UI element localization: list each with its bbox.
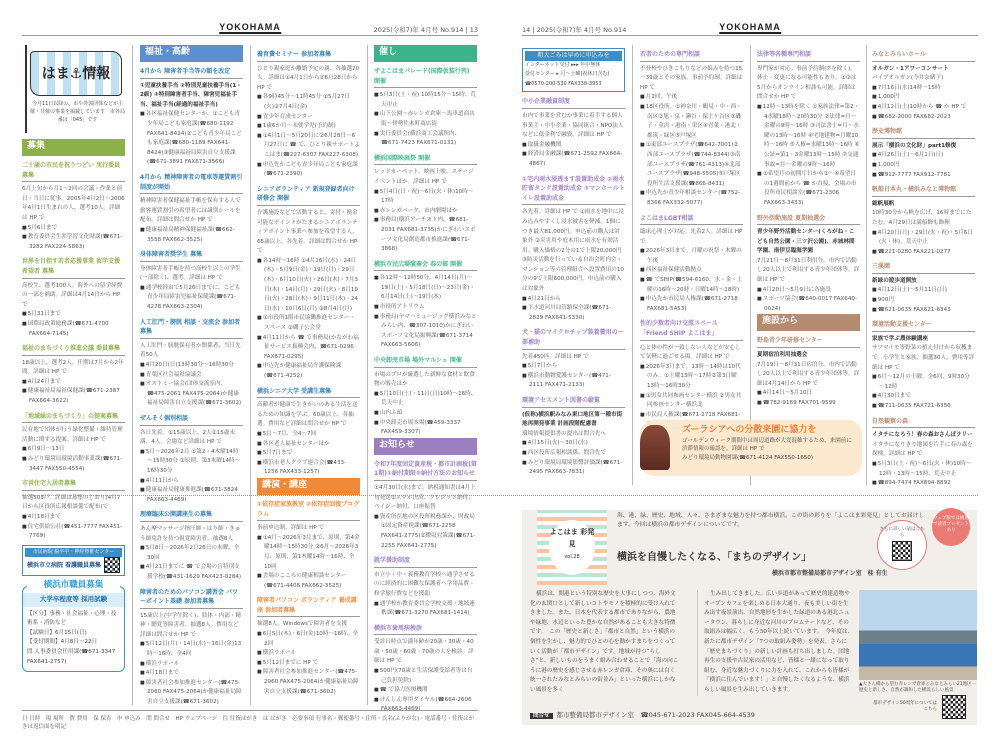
oversized-garbage-ad[interactable] xyxy=(522,48,625,92)
item-detail: ■ ☎ でSHIP(☎594-6160、水・金・土曜の16時～20時・日曜14時～18時) xyxy=(640,276,743,295)
qr-note: さらに詳しい話はこちら xyxy=(879,527,925,538)
item-detail: ■ 障害者社会参加推進センター(☎475-2060 FAX475-2064)か健康福祉局障害自立支援課(☎671-3602) xyxy=(140,679,243,708)
issue-label: 2025(令和7)年 4月号 No.914 xyxy=(536,26,627,34)
item-detail: ■ 4月20日(日)・29日(火・祝)・5月6日(火・休)、荒天中止 xyxy=(872,229,975,248)
column-seminars xyxy=(257,45,360,697)
item-heading: 野外活動施設 夏期抽選会 xyxy=(757,214,860,226)
item-detail: ■ 取扱金融機関 xyxy=(522,141,625,151)
ad-line: ☎0570-200-530 FAX330-3953 xyxy=(525,80,602,87)
item-body: 抽選503戸。詳細は募集のしおり(4月7日から区役所広報相談係で配布)で xyxy=(22,494,121,511)
item-subheading: 新緑の遊歩道開放 xyxy=(872,277,917,284)
flag-title: はま⚓情報 xyxy=(30,51,122,96)
item-detail: ■ 事務局(ヤマハミュージック横浜みなとみらい内、☎307-1010)かにぎわいスポーツ文化局振興課(☎671-3714 FAX663-5606) xyxy=(374,313,477,351)
item-detail: ■ 4月12日(土)10時から ☎ か HP で xyxy=(872,103,975,113)
item-heading: 人工肛門・膀胱 相談・交流会 参加者募集 xyxy=(140,318,243,339)
item-heading: 福祉のまちづくり推進会議 委員募集 xyxy=(22,344,125,356)
item-detail: ■ 申込先かこども青少年局こども家庭課(☎671-2390) xyxy=(257,161,360,180)
symbol-legend: 日 日時 場 場所 費 費用 保 保育 申 申込み 問 問合せ HP ウェブページ 往 往復はがき は はがき 必要事項 行事名・郵便番号・住所・氏名(ふりがな)・電話番号・往復はがきは返信面を明記 xyxy=(22,710,478,730)
item-detail: ■ 4月18日まで xyxy=(140,669,243,679)
item-detail: ■ 資産所在地の区役所税務課か、財政局①固定資産税課(☎671-2258 FAX641-2775)②徴収対策課(☎671-2255 FAX641-2775) xyxy=(374,513,477,551)
zoo-title: ズーラシアへの分散来園に協力を xyxy=(682,425,817,435)
item-detail: ■ 通学校経由で5月26日までに、こども青少年局障害児福祉保健課(☎671-4278 FAX663-2304) xyxy=(140,284,243,313)
ad-tag: 市民病院 脳卒中・神経脊椎センター xyxy=(25,548,122,558)
item-heading: みなとみらいホール xyxy=(872,50,975,62)
item-heading: 横浜国際映画祭 開催 xyxy=(374,154,477,166)
issue-info: 14 | 2025(令和7)年 4月号 No.914 xyxy=(522,26,627,34)
item-detail: ■ 500円(70歳と生活保護受給者等は自己負担免除) xyxy=(374,667,477,686)
item-detail: ■ ☎782-9169 FAX701-9599 xyxy=(757,399,860,409)
item-subheading: (仮称)横浜駅みなみ東口地区第一種市街地再開発事業 計画段階配慮書 xyxy=(522,411,623,428)
item-detail: ■ 国際局政策総務課(☎671-4700 FAX664-7145) xyxy=(22,320,125,339)
item-detail: ■ 5月4日(日・祝)～6日(火・休)10時～17時 xyxy=(374,188,477,207)
item-body: 先着450匹。詳細は HP で xyxy=(522,353,589,360)
series-logo xyxy=(537,510,607,585)
yokohama-discovery-article xyxy=(522,510,977,725)
item-detail: ■ 教育委員会生涯学習文化財課(☎671-3282 FAX224-5863) xyxy=(22,233,125,252)
item-detail: ■ 経済局金融課(☎671-2592 FAX664-4867) xyxy=(522,150,625,169)
page-number: 14 xyxy=(522,26,531,34)
item-heading: 横浜市民広場演奏会 春の部 開催 xyxy=(374,260,477,272)
item-detail: ■ 5月12日までに HP で xyxy=(257,659,360,669)
issue-label: 2025(令和7)年 4月号 No.914 xyxy=(373,26,464,34)
item-detail: ■ 5月8日～2026年2月26日の木曜、全30回 xyxy=(140,544,243,563)
item-detail: ■ 12時～13時を除く ①家族法律=第2・4水曜18時～20時30分 ②法律=月～金曜の9時～16時 ③司法書士=月～水曜の13時～16時 ④宅地建物=月曜10時～16時 ⑤人権=水曜13時～16時 ⑥公証=第1・3金曜13時～15時 ⑦交通事故=月～金曜の9時～16時 xyxy=(757,103,860,170)
item-body: 7月19日～8月31日宿泊分。市内で活動し20人以上で利用する青少年団体等。詳細は4月14日から HP で xyxy=(757,361,860,387)
item-detail: ■ 5月～7月、全4～7回 xyxy=(257,430,360,440)
item-body: 市内で事業を営むか事業に着手する個人事業主・中小企業・協同組合・NPO法人などに低金利で融資。詳細は HP で xyxy=(522,112,624,139)
harbor-photo xyxy=(859,590,977,680)
item-detail: ■ 7月16日(水)14時～15時 xyxy=(872,84,975,94)
item-detail: ■ 2026年3月まで。13時～14時は10代のみ。①土曜13時～17時②第3日曜13時～16時30分 xyxy=(640,363,743,392)
item-detail: ■ 4月26日(土)～6月1日(日) xyxy=(872,151,975,161)
item-detail: ■ 横浜市動物愛護センター(☎471-2111 FAX471-2133) xyxy=(522,372,625,391)
item-heading: 環境活動支援センター xyxy=(872,320,975,332)
job-line: 【区分】事務・社会福祉・心理・技術系・消防など xyxy=(27,610,117,627)
item-heading: 横浜シニア大学 受講生募集 xyxy=(257,387,360,399)
item-heading: 4月から 精神障害者の電車等運賃割引制度が開始 xyxy=(140,173,243,194)
item-body: 精神障害者保健福祉手帳を保有する人で旅客運賃割引の希望者には識別シールを配布。詳細は問合せか HP で xyxy=(140,198,241,224)
job-subtitle: 大学卒程度等 採用試験 xyxy=(23,593,124,607)
contact-text: 都市整備局都市デザイン室 ☎045-671-2023 FAX045-664-4539 xyxy=(556,711,755,719)
item-detail: ■ 4月21日から xyxy=(522,295,625,305)
job-line: 問 人事委員会任用課(☎671-3347 FAX641-2757) xyxy=(27,648,116,665)
item-detail: ■ ①東部ユースプラザ(☎642-7001)②西部ユースプラザ(☎744-8344)③南部ユースプラザ(☎761-4313)④北部ユースプラザ(☎948-5505)⑤戸塚区役所生活支援課(☎866-8431) xyxy=(640,141,743,189)
item-body: あん摩マッサージ指圧師・はり師・きゅう師免許を持つ視覚障害者、抽選8人 xyxy=(140,525,241,542)
item-detail: ■ 青少年育成センター xyxy=(257,113,360,123)
divider xyxy=(367,45,368,705)
issue-info: 2025(令和7)年 4月号 No.914 | 13 xyxy=(373,26,478,34)
job-line: 【試験日】6月15日(日) xyxy=(27,629,87,636)
item-detail: ■ 実行委員会(横浜商工会議所内、☎671-7423 FAX671-0131) xyxy=(374,130,477,149)
qr-code[interactable] xyxy=(104,557,120,573)
item-body: 人工肛門・膀胱保有者か関係者、当日先着50人 xyxy=(140,342,241,359)
item-heading: 令和7年度固定資産税・都市計画税(第1期)①納付期限②納付方法のお知らせ xyxy=(374,460,477,481)
item-body: イタチになりきり地図を片手に春の森を探検。詳細は HP で xyxy=(872,441,973,458)
column-events xyxy=(374,45,477,715)
section-band: 施設から xyxy=(757,314,860,331)
item-heading: ①宅内雨水浸透ます設置助成金 ②雨水貯留タンク設置助成金 ③マンホールトイレ設置助成金 xyxy=(522,175,625,206)
item-detail: ■ 2026年3月まで。月曜の祝祭・木曜の午後 xyxy=(640,247,743,266)
logo-text: よこはま 彩発見 xyxy=(549,528,595,548)
item-detail: ■ ①市役所1階市民協働推進センター・スペース ②磯子公会堂 xyxy=(257,314,360,333)
item-detail: ■ 各区老人福祉センターほか xyxy=(257,440,360,450)
item-detail: ■ ☎ で協力医療機関 xyxy=(374,686,477,696)
item-detail: ■ 通学校か教育委員会学校支援・地域連携課(☎671-3270 FAX681-1414) xyxy=(374,600,477,619)
item-body: 民有地で団体が行う緑化整備・維持管理活動に関する提案。詳細は HP で xyxy=(22,427,123,443)
item-heading: 障害者のためのパソコン講習会 パワーポイント基礎 参加者募集 xyxy=(140,588,243,609)
qr-code[interactable] xyxy=(892,541,912,561)
item-subheading: 総帆展帆 xyxy=(872,200,895,207)
item-detail: ■ 5月3日(土・祝)～6日(火・休)10時～12時・13時～15時、荒天中止 xyxy=(872,460,975,479)
item-detail: ■ 赤レンガパーク、市内劇場ほか xyxy=(374,207,477,217)
item-detail: ■ 西区福祉保健活動拠点 xyxy=(640,266,743,276)
item-detail: ■ スポーツ協会(☎640-0017 FAX640-0024) xyxy=(757,295,860,314)
item-detail: ■ 横浜ラポール xyxy=(257,649,360,659)
flag-pole xyxy=(25,45,27,133)
item-detail: ■ 4月20日～5月9日に各施設 xyxy=(757,286,860,296)
article-author: 横浜市都市整備局都市デザイン室 桂 有生 xyxy=(772,570,888,577)
item-subheading: 展示「横浜の文化財」part1修復 xyxy=(872,142,957,149)
item-body: 高校生、選考100人。海外への留学経費の一部を補助。詳細は4月14日から HP で xyxy=(22,282,123,308)
item-detail: ■ 5月6日まで xyxy=(22,224,125,234)
item-body: 臨床心理士が対応。先着2人。詳細は HP で xyxy=(640,229,743,245)
item-detail: ■ 障害者社会参加推進センター(☎475-2060 FAX475-2064)か健康福祉局障害自立支援課(☎671-3602) xyxy=(257,668,360,697)
item-detail: ■ 4月12日(土)～5月11日(日) xyxy=(872,286,975,296)
section-band: 催し xyxy=(374,45,477,62)
item-heading: 自然観察の森 xyxy=(872,417,975,429)
divider xyxy=(866,45,867,485)
qr-more-info[interactable] xyxy=(877,520,927,570)
zoorasia-notice xyxy=(640,420,862,476)
item-body: 抽選8人。Windowsで障害者を支援 xyxy=(257,621,348,628)
item-detail: ■ けんしん専用ダイヤル(☎664-2606 FAX663-4469) xyxy=(374,696,477,715)
item-subheading: 夏期宿泊利用抽選会 xyxy=(757,352,808,359)
ad-text: 横浜市立病院 看護職員募集 xyxy=(26,561,102,569)
item-body: 6月上旬から月1～2回の会議・作業と前日・当日に従事。2005年4月2日～2006年4月1日生まれの人、選考10人。詳細は HP で xyxy=(22,186,125,221)
item-detail: ■ 申込先か青少年相談センター(☎752-8366 FAX332-5077) xyxy=(640,189,743,208)
item-heading: 犬・猫のマイクロチップ装着費用の一部補助 xyxy=(522,328,625,349)
item-detail: ■ ①4月1日～5月20日に②6月28日～6月27日に ☎ で、ひとり親サポートよこはま(☎227-6307 FAX227-6308) xyxy=(257,132,360,161)
ad-line: 受付センター ▸ 月～土曜(祝休日含む) xyxy=(525,71,610,78)
item-subheading: オルガン・1アワーコンサート xyxy=(872,65,949,72)
item-heading: 環境アセスメント図書の縦覧 xyxy=(522,396,625,408)
item-subheading: ①児童扶養手当 ②特別児童扶養手当(1・2級) ③特別障害者手当、障害児福祉手当、福祉手当(経過的福祉手当) xyxy=(140,82,242,108)
okapi-illustration xyxy=(640,425,670,470)
item-detail: ■ 申込先か市民局人権課(☎671-2718 FAX681-5453) xyxy=(640,295,743,314)
item-detail: ■ 5月10日(土)・11日(日)10時～16時、荒天中止 xyxy=(374,390,477,409)
item-detail: ■ ☎221-0280 FAX221-0277 xyxy=(872,248,975,258)
qr2-note: 都市デザイン50周年についてはこちら xyxy=(873,701,937,712)
item-detail: ■ 横浜市老人クラブ連合会(☎433-1256 FAX433-1257) xyxy=(257,459,360,478)
item-heading: ぜんそく個別相談 xyxy=(140,414,243,426)
item-body: 各日先着。①15歳以上、2人②15歳未満、4人。会場など詳細は HP で xyxy=(140,429,235,446)
section-band: お知らせ xyxy=(374,438,477,455)
item-detail: ■ ①希望月の初開庁日から②～⑥希望日の1週間前から ☎ か直接、会場の市役所市民相談室(☎671-2306 FAX663-3433) xyxy=(757,170,860,208)
item-body: 介護施設などで活動すると、寄付・換金可能なポイントがたまるシニアボランティアポイント事業へ参加を希望する人。65歳以上、各先着。詳細は問合せか HP で xyxy=(257,209,358,255)
item-detail: ■ 5月7日まで xyxy=(257,449,360,459)
column-legal xyxy=(757,45,860,415)
item-heading: よこはまLGBT相談 xyxy=(640,214,743,226)
item-body: 10時30分から帆を広げ、16時までにたたむ。4月29日は満船飾も飾揮 xyxy=(872,210,972,226)
divider xyxy=(132,45,133,705)
item-detail: ■ 各区福祉保健センターか、①こども青少年局こども家庭課(☎680-1192 FAX641-8424)②こども青少年局こども家庭課(☎680-1189 FAX641-8424)③健康福祉局障害自立支援課(☎671-3891 FAX671-3566) xyxy=(140,110,243,168)
article-paragraph: 生み出してきました。広い歩道があって歴史的建造物やオープンカフェを楽しめる日本大通り、夜も美しい街を生み出す夜景演出、自然地形を生かした緑道のある港北ニュータウン、暮らしに身近な河川のプロムナードなど、その取組みは幅広く、もう50年以上続いています。 今年度は、新たに都市デザイン「7つの取組み姿勢」を発表。さらに「歴史まちづくり」の新しい計画も打ち出しました。団地再生の支援や古民家の活用など、皆様と一緒になって取り組む、身近な魅力づくりに力を入れて、これからも皆様が「横浜に住んでいます！」と自慢したくなるような、横浜らしい風景を生み出していきます。 xyxy=(697,590,854,696)
item-body: 各先着。詳細は HP で ①雨水を地中に浸み込みやすくし浸水被害を軽減。1個につき最大81,000円。申込前の購入は対象外 ②災害用や庭木用に雨水を有効活用。購入価格の2分の1で上限20,000円 ③防災活動を行っている自治会町内会・マンション等の管理組合へ設置費用の10分の9で上限600,000円。申込前の購入は対象外 xyxy=(522,209,624,293)
item-body: ひとり親家庭か離婚予定の親、各抽選20人。詳細は①4月1日から②6月28日から HP で xyxy=(257,65,360,91)
item-detail: ■ 900円 xyxy=(872,296,975,306)
masthead: YOKOHAMA xyxy=(719,22,781,32)
item-detail: ■ 4月14日～5月10日 xyxy=(757,389,860,399)
item-detail: ■ 住宅供給公社(☎451-7777 FAX451-7769) xyxy=(22,523,125,542)
item-detail: ■ ☎894-7474 FAX894-8892 xyxy=(872,479,975,489)
item-detail: ■ 健康福祉局健康推進課(☎671-3824 FAX663-4469) xyxy=(140,486,243,505)
divider xyxy=(750,45,751,485)
column-welfare xyxy=(140,45,243,708)
item-detail: ■ 西区役所広報相談係、問合先で xyxy=(522,449,625,459)
item-body: 18歳以上、選考2人。任期は7月から2年間。詳細は HP で xyxy=(22,359,124,376)
item-body: サツマイモ等野菜の植え付けから収穫まで。小学生と家族、抽選30人。費用等詳細は HP で xyxy=(872,345,975,371)
city-staff-recruit-box xyxy=(22,580,125,672)
item-heading: ①依存症家族教室 ②依存症回復プログラム xyxy=(257,500,360,521)
divider xyxy=(632,45,633,485)
zoo-contact: みどり環境局動物園課(☎671-4124 FAX550-1650) xyxy=(682,454,814,461)
photo-caption: ▲大さん橋から望む赤レンガ倉庫とみなとみらい21地区－歴史と新しさ、自然が調和した横浜らしい風景 xyxy=(859,682,977,693)
item-detail: ■ 5月～2026年2月 ①第2・4木曜14時～15時30分 ②原則、第3木曜14時～16時30分 xyxy=(140,448,243,477)
item-heading: 養育費セミナー 参加者募集 xyxy=(257,50,360,62)
item-heading: 中小企業融資制度 xyxy=(522,97,625,109)
item-detail: ■ みどり環境局環境活動事業課(☎671-3447 FAX550-4554) xyxy=(22,455,125,474)
column-recruit xyxy=(22,45,125,672)
item-heading: 「地域緑のまちづくり」の提案募集 xyxy=(22,412,125,424)
item-heading: 理療臨床公開講座生の募集 xyxy=(140,510,243,522)
article-title: 横浜を自慢したくなる、「まちのデザイン」 xyxy=(617,552,812,563)
item-detail: ■ ①4月～2026年3月まで、原則、第4金曜14時～15時30分 ②6月～2026年3月、原則、第1木曜14時～16時、全10回 xyxy=(257,534,360,572)
item-heading: 中央卸売市場 場外マルシェ 開催 xyxy=(374,356,477,368)
item-detail: ■ 市民局人権課(☎671-2718 FAX681- xyxy=(640,411,743,430)
item-detail: ■ 月2回、午後 xyxy=(640,93,743,103)
job-title: 横浜市職員募集 xyxy=(27,581,120,591)
item-detail: ■ 各14時～16時 ①4月16日(水)・24日(木)・5月9日(金)・19日(月)・29日(木)・6月10日(火)・26日(木)・7月3日(木)・14日(月)・29日(火)・8月19日(火)・28日(木)・9月11日(木)・24日(水)・10月6日(月) ②8月4日(月) xyxy=(257,257,360,315)
item-heading: 歴史博物館 xyxy=(872,127,975,139)
job-line: 【受付期間】4月8日～22日 xyxy=(27,639,98,646)
item-heading: 障害者パソコン ボランティア 養成講座 参加者募集 xyxy=(257,596,360,617)
item-detail: ■ 事務局(横浜アーチスト内、☎681-2031 FAX681-3735)かにぎわいスポーツ文化局創造都市推進課(☎671-3868) xyxy=(374,216,477,254)
item-detail: ■ 4月15日(火)～30日(水) xyxy=(522,439,625,449)
column-blocks xyxy=(22,139,125,542)
page-number: 13 xyxy=(469,26,478,34)
item-heading: 若者のための専門相談 xyxy=(640,50,743,62)
item-heading: 二十歳の市民を祝うつどい 実行委員募集 xyxy=(22,161,125,182)
ad-title: 粗大ごみは早めに申込みを xyxy=(525,51,622,61)
item-detail: ■ 18区役所。①神奈川・鶴見・中・西・南区②旭・泉・瀬谷・保土ケ谷区③磯子・金沢・港南・栄区④青葉・港北・都筑・緑区⑤戸塚区 xyxy=(640,103,743,141)
item-detail: ■ 山下公園～赤レンガ倉庫～馬車道商店街～伊勢佐木町商店街 xyxy=(374,110,477,129)
item-detail: ■ 下水道河川局管路保全課(☎671-2829 FAX641-5330) xyxy=(522,304,625,323)
item-detail: ■ 4月20日(日)13時30分～16時30分 xyxy=(140,361,243,371)
flag-caption: 今月11日以降の、市や外郭団体などが主催・共催の事業を掲載しています 市外局番は「045」です xyxy=(30,101,126,123)
item-heading: 野島青少年研修センター xyxy=(757,336,860,348)
item-body: 市立小・中・義務教育学校へ通学させるのに経済的に困難な保護者へ学用品費・修学旅行費などを援助 xyxy=(374,571,475,597)
article-paragraph: 横浜は、開港という特別な歴史を大事にしつつ、海外文化の玄関口として新しいコトやモノを積極的に受け入れてきました。また、日本を代表する都市でありながら、農地や緑地、水辺といった豊かな自然があることも大きな特徴です。 この「歴史と新しさ」「都市と自然」という横浜の個性を生かし、魅力的でひとの心を動かすまちをつくっていく活動が「都市デザイン」です。地域が持つ“らしさ”と、新しいものをうまく組み合わせることで「海の向こうに港の歴史を感じさせる赤レンガ倉庫、その奥には白く統一されたみなとみらいの街並み」といった横浜にしかない風景を多く xyxy=(530,591,679,693)
column-notices xyxy=(522,45,625,485)
item-body: 受診日時点で満年齢が20歳・30歳・40歳・50歳・60歳・70歳の人を検診。詳細は HP で xyxy=(374,639,474,665)
item-heading: 三溪園 xyxy=(872,262,975,274)
item-subheading: 家族で学ぶ農体験講座 xyxy=(872,335,928,342)
item-detail: ■ 青葉区社会福祉協議会 xyxy=(140,371,243,381)
item-heading: 市営住宅入居者募集 xyxy=(22,479,125,491)
hama-info-flag xyxy=(22,45,125,133)
item-detail: ■ 4月11日から ☎ で事務局(かながわ福祉サービス振興会内、☎671-0296 FAX671-0295) xyxy=(257,334,360,363)
item-heading: シニアボランティア 新規登録者向け研修会 開催 xyxy=(257,185,360,206)
item-detail: ■ 4月11日から xyxy=(140,477,243,487)
item-detail: ■ 4月24日まで xyxy=(22,378,125,388)
item-detail: ■ 1歳6か月～未就学児(予約制) xyxy=(257,122,360,132)
contact-label: 問合せ xyxy=(530,713,553,719)
item-subheading: 青少年野外活動センター(くろがね・こども自然公園・三ツ沢公園)、赤城林間学園、南伊豆臨海学園 xyxy=(757,229,855,255)
item-detail: ■ みどり環境局環境影響評価課(☎671-2495 FAX663-7831) xyxy=(522,459,625,478)
item-detail: ■ 健康福祉局福祉保健課(☎671-2387 FAX664-3622) xyxy=(22,387,125,406)
item-detail: ■ 5月12日(月)・14日(水)～16日(金)13時～16時、全4回 xyxy=(140,640,243,659)
item-detail: ■ 申込先か健康福祉局介護保険課(☎671-4252) xyxy=(257,362,360,381)
item-detail: ■ 各9時45分～11時45分 ①5月27日(火)②7月4日(金) xyxy=(257,93,360,112)
ad-line: インターネット受付 ▸▸▸ 年中無休 xyxy=(525,61,601,68)
item-detail: ■ 健康福祉局精神保健福祉課(☎662-3558 FAX662-3525) xyxy=(140,226,243,245)
item-body: 7月21日～8月31日利用分。市内で活動し20人以上で利用する青少年団体等。詳細は HP で xyxy=(757,257,860,284)
item-detail: ■ 1,000円 xyxy=(872,161,975,171)
item-subheading: イタチになろう！春の森おさんぽラリー xyxy=(872,432,973,439)
item-detail: ■ 市役所アトリウム xyxy=(374,303,477,313)
item-detail: ■ ☎621-0635 FAX621-6343 xyxy=(872,306,975,316)
item-heading: 就学援助制度 xyxy=(374,556,477,568)
item-body: 15歳以上(中学生除く)、肢体・内部・精神・聴覚等障害者、抽選8人。費用など詳細は問合せか HP で xyxy=(140,612,241,638)
section-band: 募集 xyxy=(22,139,125,156)
divider xyxy=(250,45,251,705)
item-detail: ■ 4月18日まで xyxy=(22,513,125,523)
item-heading: 身体障害者奨学生 募集 xyxy=(140,250,243,262)
item-detail: ■ 会場のこころの健康相談センター(☎671-4408 FAX662-3525) xyxy=(257,572,360,591)
volume: vol.28 xyxy=(564,554,580,560)
item-detail: ■ 4月30日まで xyxy=(872,392,975,402)
section-band: 講演・講座 xyxy=(257,478,360,495)
item-detail: ■ 6月5日(木)・6日(金)10時～16時、全2回 xyxy=(257,630,360,649)
item-detail: ■ 4月21日までに ☎ で会場の盲特別支援学校(☎431-1629 FAX423-0284) xyxy=(140,563,243,582)
item-detail: ■ 中央卸売市場本場(☎459-3337 FAX459-3307) xyxy=(374,419,477,438)
item-body: 心と体の性が一致しない人などが安心して気軽に過ごせる場。詳細は HP で xyxy=(640,344,741,361)
item-detail: ■ 6月9日～13日 xyxy=(22,445,125,455)
column-facilities xyxy=(872,45,975,485)
nurse-recruit-ad[interactable] xyxy=(22,545,125,577)
item-heading: 性的少数者向け交流スペース「Friend SHIP よこはま」 xyxy=(640,319,743,340)
item-heading: 帆船日本丸・横浜みなと博物館 xyxy=(872,185,975,197)
item-body: 市場のプロが厳選した新鮮な食材と飲食物の販売ほか xyxy=(374,371,475,388)
item-detail: ■ ☎682-2000 FAX682-2023 xyxy=(872,113,975,123)
item-body: 専門家が対応。事前予約制(⑦を除く)。休止・変更になる可能性もあり。①②は5月からオンライン相談も可能。詳細は問合せか HP で xyxy=(757,65,857,101)
masthead: YOKOHAMA xyxy=(219,22,281,32)
qr-code[interactable] xyxy=(942,695,966,719)
item-detail: ■ 5月7日から xyxy=(522,362,625,372)
dotted-divider xyxy=(22,495,978,496)
item-detail: ■ ☎912-7777 FAX912-7781 xyxy=(872,171,975,181)
item-heading: 法律等各種専門相談 xyxy=(757,50,860,62)
page-header xyxy=(22,22,478,36)
item-detail: ■ 各12時～12時50分。4月14日(月)～19日(土)・5月18日(日)～23日(金)・6月14日(土)～19日(木) xyxy=(374,274,477,303)
item-detail: ■ オストミー協会(団体交流室内、☎475-2061 FAX475-2064)か健康福祉局障害自立支援課(☎671-3602) xyxy=(140,380,243,409)
page-header xyxy=(522,22,978,36)
item-heading: 横浜市歯周病検診 xyxy=(374,624,477,636)
item-body: ①4月30日(水)まで。納税通知書は4月上旬発送②スマホ決済、クレジット納付、ペイジー納付、口座振替 xyxy=(374,484,476,511)
item-body: 環境情報提供書の提出は問合先へ xyxy=(522,430,606,437)
present-badge: ウェブ版では抽選で読者プレゼントあり xyxy=(932,508,970,546)
item-heading: ザよこはまパレード(国際仮装行列) 開催 xyxy=(374,67,477,88)
item-detail: ■ 5月3日(土・祝) 10時15分～15時、荒天中止 xyxy=(374,91,477,110)
item-body: 高齢者が健康で生きがいのある生活を送るための知識を学ぶ。60歳以上、各抽選。費用など詳細は問合せか HP で xyxy=(257,402,358,428)
zoo-body: ゴールデンウィーク期間中は周辺道路が大変混雑するため、来園前に渋滞情報の確認を。詳細は HP で xyxy=(682,437,852,452)
item-body: 身体障害者手帳を持つ高校生以上の学生(一部除く)、選考。詳細は HP で xyxy=(140,265,241,282)
item-body: 事前申込制。詳細は HP で xyxy=(257,525,325,532)
item-body: レッドカーペット、映画上映、ステージイベントほか。詳細は HP で xyxy=(374,169,474,185)
item-detail: ■ ☎711-0635 FAX721-6356 xyxy=(872,402,975,412)
item-detail: ■ 山内ふ頭 xyxy=(374,409,477,419)
item-detail: ■ 5月31日まで xyxy=(22,310,125,320)
column-consultation xyxy=(640,45,743,418)
item-body: 不登校やひきこもりなどの悩みを持つ15～39歳とその家族。事前予約制。詳細は HP で xyxy=(640,65,743,91)
item-heading: 世界を目指す若者応援事業 留学支援希望者 募集 xyxy=(22,257,125,278)
article-intro: 海、港、緑、歴史、地域、人々、さまざまな魅力を持つ都市横浜。この街の彩りを「よこはま彩発見」としてお届けします。今回は横浜の都市デザインについてです。 xyxy=(617,513,925,528)
item-body: パイプオルガン(今井奈緒子) xyxy=(872,75,944,82)
item-heading: 4月から 障害者手当等の額を改定 xyxy=(140,67,243,79)
article-contact xyxy=(530,710,755,719)
item-detail: ■ 6月～12月の土曜、全6回、9時30分～12時 xyxy=(872,373,975,392)
item-detail: ■ 1,000円 xyxy=(872,93,975,103)
item-detail: ■ ①男女共同参画センター横浜 ②男女共同参画センター横浜北 xyxy=(640,392,743,411)
item-detail: ■ 横浜ラポール xyxy=(140,660,243,670)
section-band: 福祉・高齢 xyxy=(140,45,243,62)
